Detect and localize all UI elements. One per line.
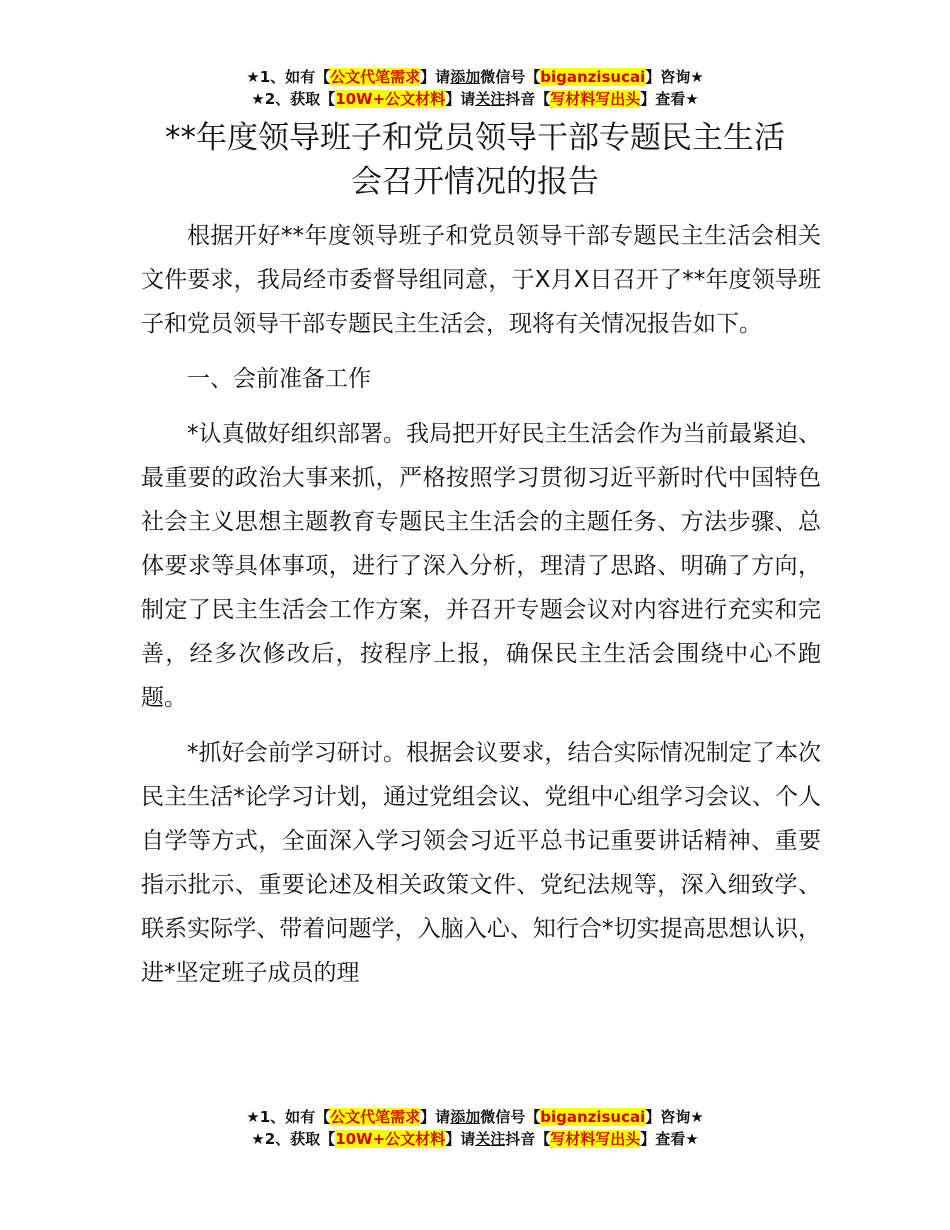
title-line-1: **年度领导班子和党员领导干部专题民主生活 — [165, 120, 785, 156]
banner-highlight-service: 公文代笔需求 — [330, 1108, 421, 1126]
document-title — [0, 116, 950, 204]
banner-highlight-douyin-id: 写材料写出头 — [550, 1130, 641, 1148]
banner-text: 】咨询★ — [645, 1108, 704, 1126]
banner-text: 抖音【 — [505, 1130, 551, 1148]
banner-text: 抖音【 — [505, 90, 551, 108]
banner-text: 】请 — [445, 90, 476, 108]
header-banner — [0, 66, 950, 110]
banner-highlight-materials: 10W+公文材料 — [335, 90, 446, 108]
banner-underline-add: 添加 — [450, 68, 481, 86]
banner-text: 】请 — [445, 1130, 476, 1148]
section-heading: 一、会前准备工作 — [187, 366, 371, 392]
paragraph-intro: 根据开好**年度领导班子和党员领导干部专题民主生活会相关文件要求，我局经市委督导组同意，于X月X日召开了**年度领导班子和党员领导干部专题民主生活会，现将有关情况报告如下。 — [141, 223, 821, 337]
banner-text: 】查看★ — [640, 90, 699, 108]
banner-highlight-douyin-id: 写材料写出头 — [550, 90, 641, 108]
banner-line-1 — [0, 66, 950, 88]
banner-underline-follow: 关注 — [475, 90, 506, 108]
paragraph-study: *抓好会前学习研讨。根据会议要求，结合实际情况制定了本次民主生活*论学习计划，通过党组会议、党组中心组学习会议、个人自学等方式，全面深入学习领会习近平总书记重要讲话精神、重要指示批示、重要论述及相关政策文件、党纪法规等，深入细致学、联系实际学、带着问题学，入脑入心、知行合*切实提高思想认识，进*坚定班子成员的理 — [141, 740, 821, 986]
title-line-2: 会召开情况的报告 — [351, 164, 599, 200]
banner-line-2 — [0, 1128, 950, 1150]
banner-highlight-materials: 10W+公文材料 — [335, 1130, 446, 1148]
paragraph-organization: *认真做好组织部署。我局把开好民主生活会作为当前最紧迫、最重要的政治大事来抓，严格按照学习贯彻习近平新时代中国特色社会主义思想主题教育专题民主生活会的主题任务、方法步骤、总体要求等具体事项，进行了深入分析，理清了思路、明确了方向，制定了民主生活会工作方案，并召开专题会议对内容进行充实和完善，经多次修改后，按程序上报，确保民主生活会围绕中心不跑题。 — [141, 421, 821, 711]
banner-text: 】咨询★ — [645, 68, 704, 86]
banner-text: 微信号【 — [480, 68, 541, 86]
banner-underline-follow: 关注 — [475, 1130, 506, 1148]
banner-text: 】查看★ — [640, 1130, 699, 1148]
banner-text: ★2、获取【 — [251, 1130, 336, 1148]
banner-line-2 — [0, 88, 950, 110]
banner-highlight-wechat-id: biganzisucai — [540, 68, 646, 86]
banner-highlight-wechat-id: biganzisucai — [540, 1108, 646, 1126]
document-body — [141, 214, 821, 995]
banner-text: ★2、获取【 — [251, 90, 336, 108]
banner-text: 】请 — [420, 68, 451, 86]
banner-text: ★1、如有【 — [246, 68, 331, 86]
banner-text: 】请 — [420, 1108, 451, 1126]
footer-banner — [0, 1106, 950, 1150]
banner-highlight-service: 公文代笔需求 — [330, 68, 421, 86]
banner-line-1 — [0, 1106, 950, 1128]
banner-underline-add: 添加 — [450, 1108, 481, 1126]
banner-text: 微信号【 — [480, 1108, 541, 1126]
banner-text: ★1、如有【 — [246, 1108, 331, 1126]
